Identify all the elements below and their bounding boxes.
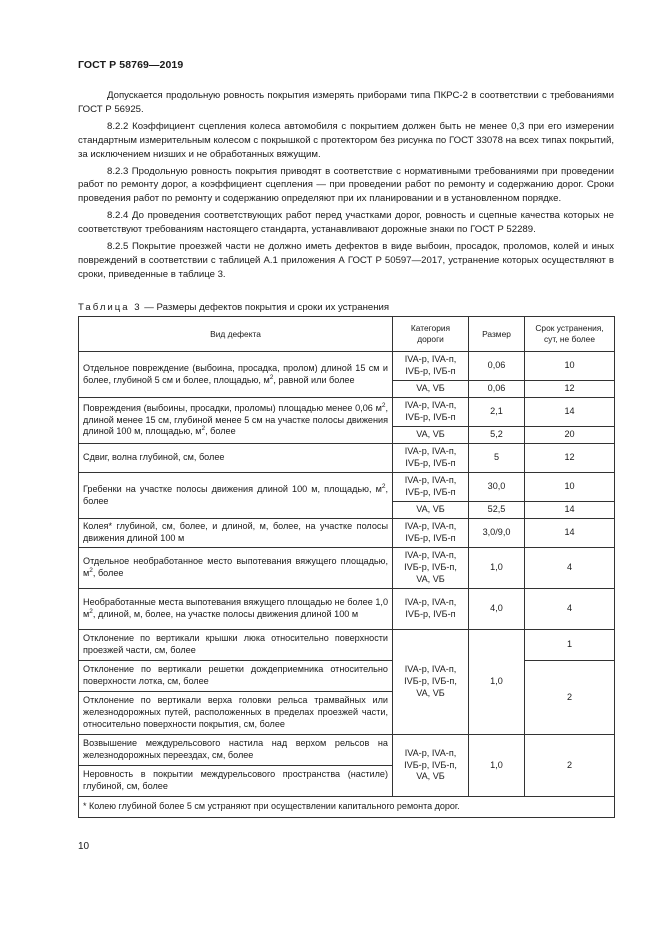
- size-cell: 52,5: [469, 502, 525, 519]
- deadline-cell: 2: [525, 661, 615, 735]
- size-cell: 1,0: [469, 735, 525, 797]
- category-cell: IVA-р, IVA-п, IVБ-р, IVБ-п, VA, VБ: [393, 630, 469, 735]
- deadline-cell: 12: [525, 444, 615, 473]
- deadline-cell: 14: [525, 398, 615, 427]
- deadline-cell: 10: [525, 473, 615, 502]
- category-cell: IVA-р, IVA-п, IVБ-р, IVБ-п, VA, VБ: [393, 548, 469, 589]
- size-cell: 3,0/9,0: [469, 519, 525, 548]
- size-cell: 1,0: [469, 630, 525, 735]
- paragraph: 8.2.4 До проведения соответствующих работ перед участками дорог, ровность и сцепные качества которых не соответствуют требованиям настоящего стандарта, устанавливают дорожные знаки по ГОСТ Р 52289.: [78, 210, 614, 236]
- table-row: [79, 589, 615, 630]
- size-cell: 2,1: [469, 398, 525, 427]
- paragraph: 8.2.3 Продольную ровность покрытия приводят в соответствие с нормативными требованиями при проведении работ по ремонту дорог, а коэффициент сцепления — при проведении работ по ремонту и содержанию дорог. Сроки проведения работ по ремонту и содержанию определяют при их планировании и в установленном порядке.: [78, 165, 614, 205]
- body-text: [78, 89, 614, 285]
- category-cell: IVA-р, IVA-п, IVБ-р, IVБ-п: [393, 398, 469, 427]
- header-size: Размер: [469, 317, 525, 352]
- table-row: [79, 352, 615, 381]
- defect-description: Колея* глубиной, см, более, и длиной, м, более, на участке полосы движения длиной 100 м: [79, 519, 393, 548]
- defect-description: Отклонение по вертикали крышки люка относительно поверхности проезжей части, см, более: [79, 630, 393, 661]
- size-cell: 5: [469, 444, 525, 473]
- defect-description: Необработанные места выпотевания вяжущего площадью не более 1,0 $м^2$, длиной, м, более, на участке полосы движения длиной 100 м: [79, 589, 393, 630]
- deadline-cell: 4: [525, 589, 615, 630]
- paragraph: 8.2.5 Покрытие проезжей части не должно иметь дефектов в виде выбоин, просадок, проломов, колей и иных повреждений в соответствии с таблицей А.1 приложения А ГОСТ Р 50597—2017, устранение которых осуществляют в сроки, приведенные в таблице 3.: [78, 241, 614, 280]
- deadline-cell: 2: [525, 735, 615, 797]
- category-cell: IVA-р, IVA-п, IVБ-р, IVБ-п: [393, 473, 469, 502]
- table-caption-text: — Размеры дефектов покрытия и сроки их устранения: [141, 302, 390, 313]
- defect-description: Отклонение по вертикали решетки дождеприемника относительно поверхности лотка, см, более: [79, 661, 393, 692]
- defect-description: Повреждения (выбоины, просадки, проломы) площадью менее 0,06 $м^2$, длиной менее 15 см, глубиной менее 5 см на участке полосы движения длиной 100 м, площадью, $м^2$, более: [79, 398, 393, 444]
- table-caption: [78, 302, 389, 313]
- table-footnote-row: [79, 797, 615, 818]
- defects-table: [78, 316, 615, 818]
- deadline-cell: 4: [525, 548, 615, 589]
- table-row: [79, 735, 615, 766]
- deadline-cell: 14: [525, 519, 615, 548]
- deadline-cell: 10: [525, 352, 615, 381]
- table-row: [79, 548, 615, 589]
- size-cell: 4,0: [469, 589, 525, 630]
- defect-description: Отдельное повреждение (выбоина, просадка, пролом) длиной 15 см и более, глубиной 5 см и более, площадью, $м^2$, равной или более: [79, 352, 393, 398]
- table-row: [79, 630, 615, 661]
- category-cell: VA, VБ: [393, 381, 469, 398]
- table-caption-label: Таблица 3: [78, 302, 142, 313]
- size-cell: 1,0: [469, 548, 525, 589]
- header-deadline: Срок устранения, сут, не более: [525, 317, 615, 352]
- category-cell: VA, VБ: [393, 427, 469, 444]
- paragraph: 8.2.2 Коэффициент сцепления колеса автомобиля с покрытием должен быть не менее 0,3 при его измерении стандартным измерительным колесом с покрышкой с протектором без рисунка по ГОСТ 33078 на всех типах покрытий, за исключением низших и не обработанных вяжущим.: [78, 120, 614, 160]
- header-category: Категория дороги: [393, 317, 469, 352]
- deadline-cell: 20: [525, 427, 615, 444]
- defect-description: Неровность в покрытии междурельсового пространства (настиле) глубиной, см, более: [79, 766, 393, 797]
- category-cell: IVA-р, IVA-п, IVБ-р, IVБ-п: [393, 444, 469, 473]
- deadline-cell: 14: [525, 502, 615, 519]
- document-header: ГОСТ Р 58769—2019: [78, 59, 184, 71]
- table-row: [79, 398, 615, 427]
- table-row: [79, 661, 615, 692]
- table-header-row: [79, 317, 615, 352]
- deadline-cell: 12: [525, 381, 615, 398]
- size-cell: 0,06: [469, 352, 525, 381]
- defect-description: Сдвиг, волна глубиной, см, более: [79, 444, 393, 473]
- defect-description: Гребенки на участке полосы движения длиной 100 м, площадью, $м^2$, более: [79, 473, 393, 519]
- category-cell: IVA-р, IVA-п, IVБ-р, IVБ-п, VA, VБ: [393, 735, 469, 797]
- table-row: [79, 473, 615, 502]
- size-cell: 30,0: [469, 473, 525, 502]
- category-cell: VA, VБ: [393, 502, 469, 519]
- defect-description: Возвышение междурельсового настила над верхом рельсов на железнодорожных переездах, см, более: [79, 735, 393, 766]
- page-number: 10: [78, 841, 90, 852]
- category-cell: IVA-р, IVA-п, IVБ-р, IVБ-п: [393, 519, 469, 548]
- size-cell: 5,2: [469, 427, 525, 444]
- paragraph: Допускается продольную ровность покрытия измерять приборами типа ПКРС-2 в соответствии с требованиями ГОСТ Р 56925.: [78, 90, 614, 115]
- table-row: [79, 444, 615, 473]
- defect-description: Отклонение по вертикали верха головки рельса трамвайных или железнодорожных путей, расположенных в пределах проезжей части, относительно поверхности покрытия, см, более: [79, 692, 393, 735]
- category-cell: IVA-р, IVA-п, IVБ-р, IVБ-п: [393, 589, 469, 630]
- table-footnote: * Колею глубиной более 5 см устраняют при осуществлении капитального ремонта дорог.: [79, 797, 615, 818]
- category-cell: IVA-р, IVA-п, IVБ-р, IVБ-п: [393, 352, 469, 381]
- defect-description: Отдельное необработанное место выпотевания вяжущего площадью, $м^2$, более: [79, 548, 393, 589]
- deadline-cell: 1: [525, 630, 615, 661]
- header-defect: Вид дефекта: [79, 317, 393, 352]
- size-cell: 0,06: [469, 381, 525, 398]
- table-row: [79, 519, 615, 548]
